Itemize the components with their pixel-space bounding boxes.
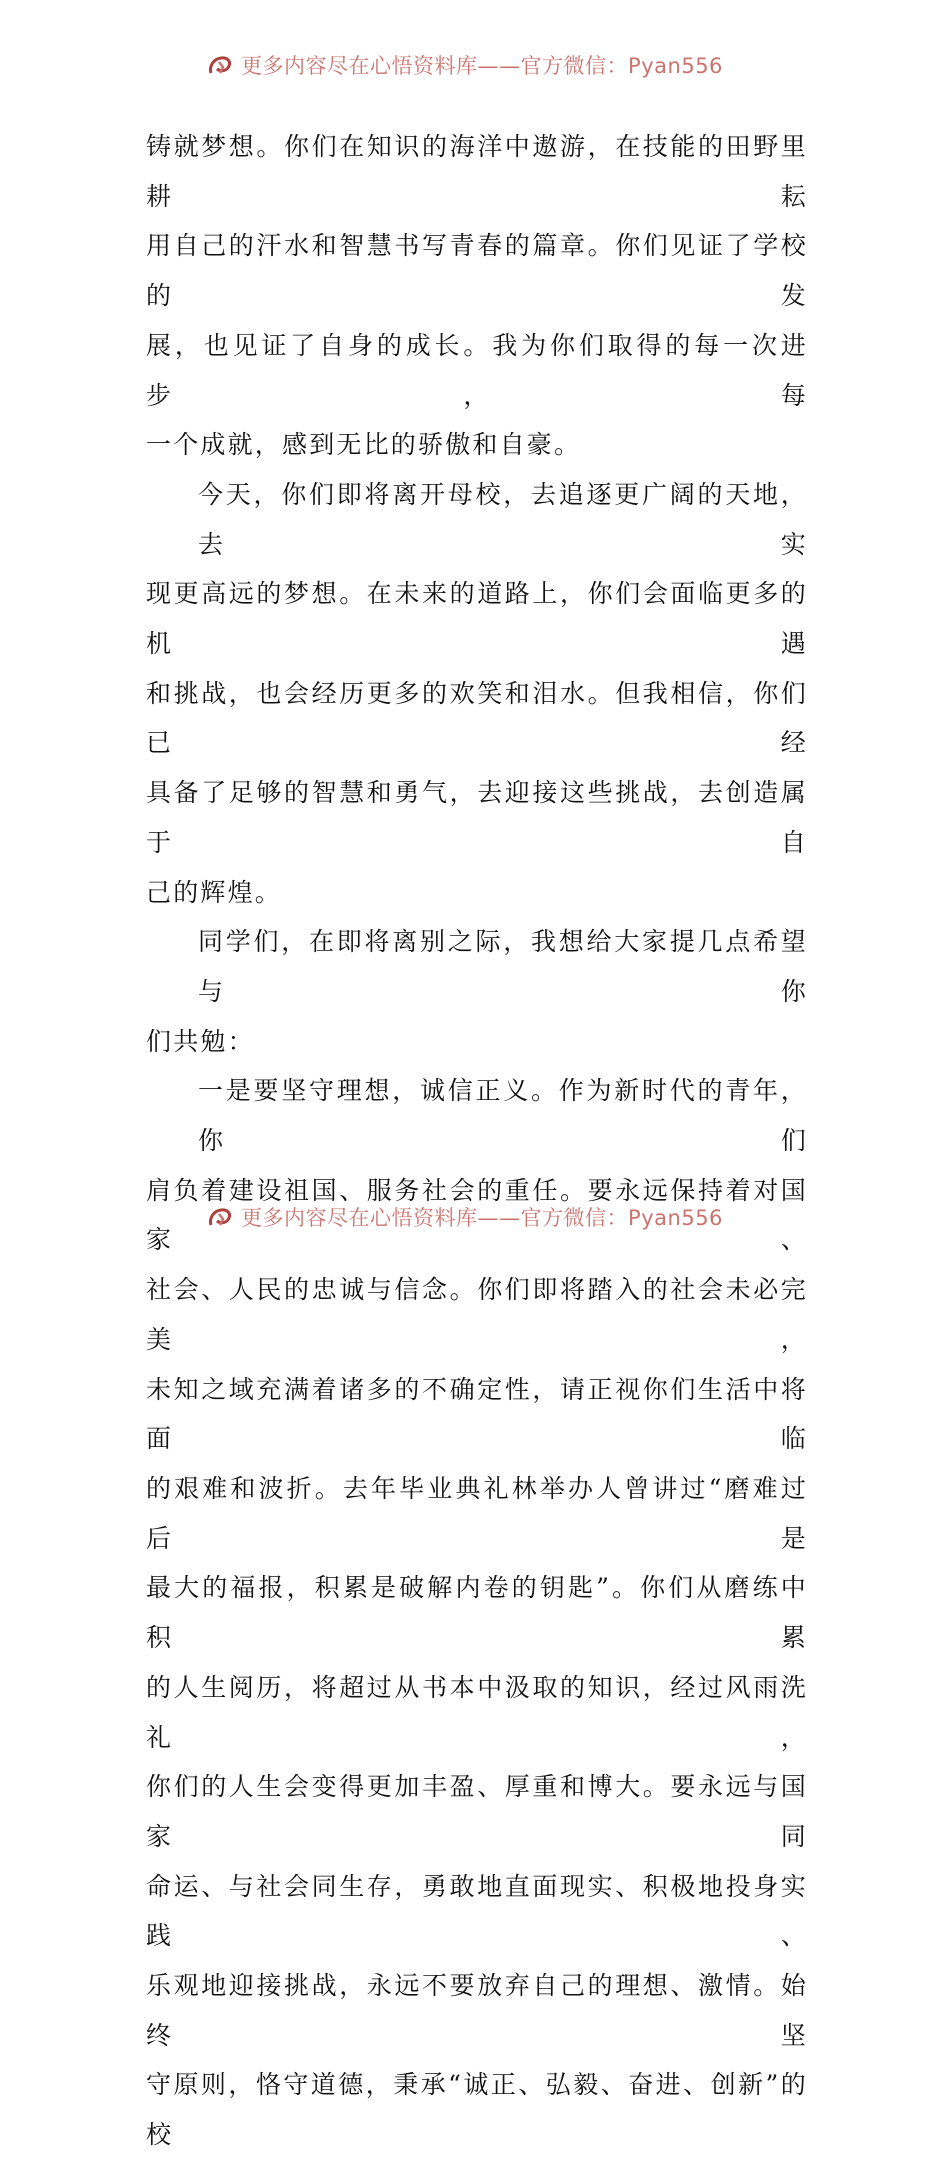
text-line: 铸就梦想。你们在知识的海洋中遨游，在技能的田野里耕耘 bbox=[146, 132, 808, 211]
text-line: 乐观地迎接挑战，永远不要放弃自己的理想、激情。始终坚 bbox=[146, 1971, 808, 2050]
paragraph bbox=[146, 917, 808, 1066]
brand-logo-icon bbox=[207, 53, 237, 77]
text-line: 未知之域充满着诸多的不确定性，请正视你们生活中将面临 bbox=[146, 1374, 808, 1454]
text-line: 一个成就，感到无比的骄傲和自豪。 bbox=[146, 430, 582, 460]
watermark-text: 更多内容尽在心悟资料库——官方微信：Pyan556 bbox=[241, 1206, 723, 1230]
header-watermark bbox=[0, 52, 950, 92]
paragraph bbox=[146, 122, 808, 470]
body-text bbox=[146, 122, 808, 2160]
footer-watermark bbox=[0, 1204, 950, 1244]
text-line: 守原则，恪守道德，秉承“诚正、弘毅、奋进、创新”的校 bbox=[146, 2070, 808, 2150]
text-line: 同学们，在即将离别之际，我想给大家提几点希望与你 bbox=[198, 927, 808, 1006]
text-line: 最大的福报，积累是破解内卷的钥匙”。你们从磨练中积累 bbox=[146, 1573, 808, 1653]
text-line: 展，也见证了自身的成长。我为你们取得的每一次进步，每 bbox=[146, 330, 808, 410]
text-line: 一是要坚守理想，诚信正义。作为新时代的青年，你们 bbox=[198, 1076, 808, 1156]
watermark-group bbox=[207, 52, 723, 80]
text-line: 们共勉： bbox=[146, 1026, 255, 1056]
text-line: 己的辉煌。 bbox=[146, 877, 283, 907]
text-line: 今天，你们即将离开母校，去追逐更广阔的天地，去实 bbox=[198, 479, 808, 559]
brand-logo-icon bbox=[207, 1205, 237, 1229]
watermark-text: 更多内容尽在心悟资料库——官方微信：Pyan556 bbox=[241, 54, 723, 78]
text-line: 具备了足够的智慧和勇气，去迎接这些挑战，去创造属于自 bbox=[146, 778, 808, 857]
text-line: 用自己的汗水和智慧书写青春的篇章。你们见证了学校的发 bbox=[146, 231, 808, 311]
text-line: 社会、人民的忠诚与信念。你们即将踏入的社会未必完美， bbox=[146, 1275, 808, 1354]
watermark-group bbox=[207, 1204, 723, 1232]
text-line: 的艰难和波折。去年毕业典礼林举办人曾讲过“磨难过后是 bbox=[146, 1473, 808, 1553]
text-line: 命运、与社会同生存，勇敢地直面现实、积极地投身实践、 bbox=[146, 1871, 808, 1951]
text-line: 和挑战，也会经历更多的欢笑和泪水。但我相信，你们已经 bbox=[146, 678, 808, 758]
text-line: 的人生阅历，将超过从书本中汲取的知识，经过风雨洗礼， bbox=[146, 1672, 808, 1752]
paragraph bbox=[146, 470, 808, 917]
text-line: 你们的人生会变得更加丰盈、厚重和博大。要永远与国家同 bbox=[146, 1772, 808, 1851]
text-line: 肩负着建设祖国、服务社会的重任。要永远保持着对国家、 bbox=[146, 1175, 808, 1255]
text-line: 现更高远的梦想。在未来的道路上，你们会面临更多的机遇 bbox=[146, 579, 808, 659]
